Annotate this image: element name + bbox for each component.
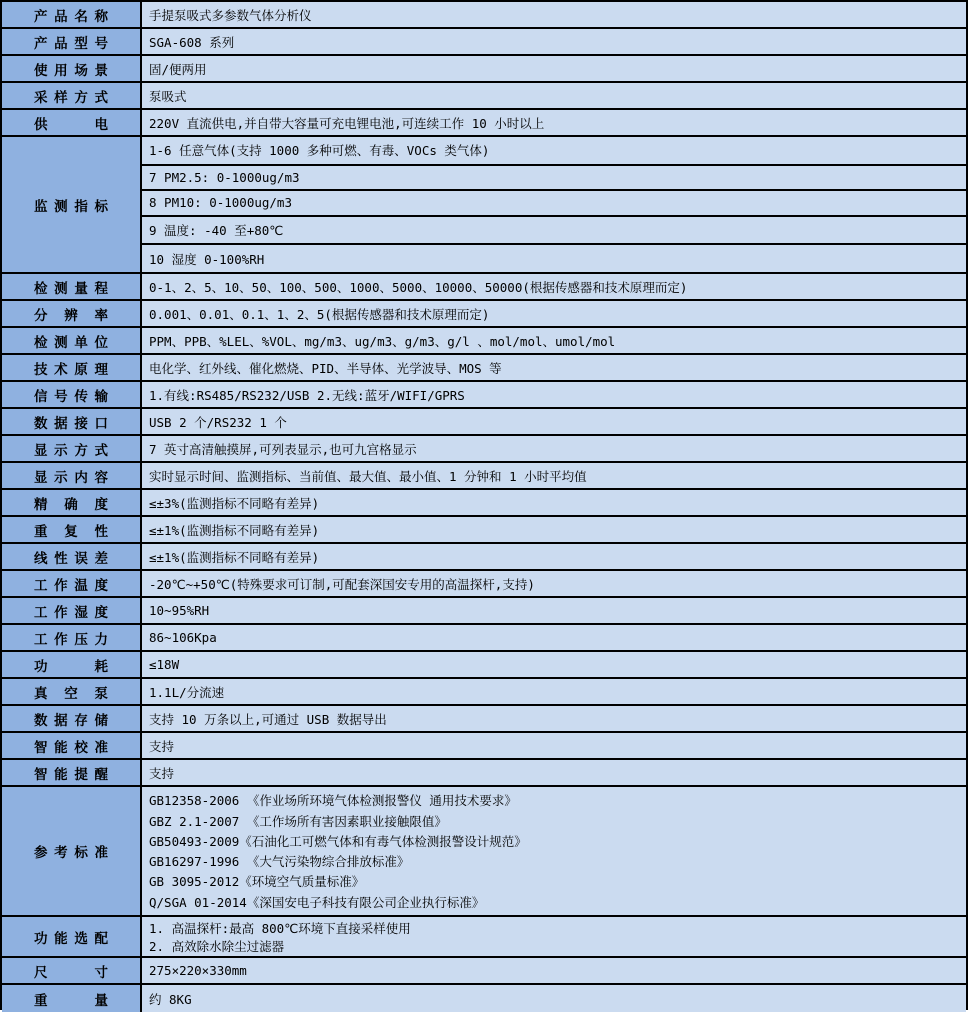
row-power-supply — [2, 110, 966, 137]
spec-label: 分辨率 — [34, 307, 108, 324]
spec-label-cell — [2, 787, 142, 915]
row-vacuum-pump — [2, 679, 966, 706]
spec-value: ≤18W — [142, 652, 966, 677]
row-power-consumption — [2, 652, 966, 679]
reference-standard-list — [142, 787, 966, 915]
spec-label-cell — [2, 733, 142, 758]
spec-label-cell — [2, 137, 142, 272]
spec-value: 手提泵吸式多参数气体分析仪 — [142, 2, 966, 27]
row-data-interface — [2, 409, 966, 436]
row-detection-unit — [2, 328, 966, 355]
spec-value: 支持 — [142, 760, 966, 785]
spec-label: 工作温度 — [34, 577, 108, 594]
spec-label-cell — [2, 463, 142, 488]
spec-label: 尺寸 — [34, 964, 108, 981]
spec-label-cell — [2, 56, 142, 81]
reference-standard-item: GB16297-1996 《大气污染物综合排放标准》 — [149, 854, 410, 870]
spec-label: 真空泵 — [34, 685, 108, 702]
spec-label-cell — [2, 598, 142, 623]
spec-label-cell — [2, 328, 142, 353]
reference-standard-item: Q/SGA 01-2014《深国安电子科技有限公司企业执行标准》 — [149, 894, 485, 910]
spec-value: ≤±1%(监测指标不同略有差异) — [142, 544, 966, 569]
spec-label-cell — [2, 760, 142, 785]
spec-value: 0.001、0.01、0.1、1、2、5(根据传感器和技术原理而定) — [142, 301, 966, 326]
reference-standard-item: GBZ 2.1-2007 《工作场所有害因素职业接触限值》 — [149, 813, 447, 829]
reference-standard-item: GB12358-2006 《作业场所环境气体检测报警仪 通用技术要求》 — [149, 793, 517, 809]
spec-label: 产品型号 — [34, 35, 108, 52]
row-repeatability — [2, 517, 966, 544]
spec-label-cell — [2, 110, 142, 135]
spec-value: 电化学、红外线、催化燃烧、PID、半导体、光学波导、MOS 等 — [142, 355, 966, 380]
row-product-model — [2, 29, 966, 56]
spec-value: 1.1L/分流速 — [142, 679, 966, 704]
spec-label: 技术原理 — [34, 361, 108, 378]
row-working-pressure — [2, 625, 966, 652]
spec-label-cell — [2, 409, 142, 434]
spec-label: 产品名称 — [34, 8, 108, 25]
row-sampling-method — [2, 83, 966, 110]
spec-label: 供电 — [34, 116, 108, 133]
spec-label: 检测单位 — [34, 334, 108, 351]
spec-value: 约 8KG — [142, 985, 966, 1012]
optional-feature-item: 2. 高效除水除尘过滤器 — [149, 939, 285, 954]
row-monitoring-indicators — [2, 137, 966, 274]
row-display-content — [2, 463, 966, 490]
spec-label-cell — [2, 274, 142, 299]
row-signal-transmission — [2, 382, 966, 409]
row-linearity-error — [2, 544, 966, 571]
spec-label: 使用场景 — [34, 62, 108, 79]
row-usage-scenario — [2, 56, 966, 83]
row-resolution — [2, 301, 966, 328]
spec-value: -20℃~+50℃(特殊要求可订制,可配套深国安专用的高温探杆,支持) — [142, 571, 966, 596]
spec-label-cell — [2, 958, 142, 983]
optional-feature-item: 1. 高温探杆:最高 800℃环境下直接采样使用 — [149, 921, 411, 936]
spec-label: 监测指标 — [34, 198, 108, 215]
row-working-humidity — [2, 598, 966, 625]
monitoring-indicator-item: 8 PM10: 0-1000ug/m3 — [142, 191, 966, 217]
spec-label: 智能校准 — [34, 739, 108, 756]
spec-label: 智能提醒 — [34, 766, 108, 783]
spec-value: ≤±3%(监测指标不同略有差异) — [142, 490, 966, 515]
spec-label: 显示内容 — [34, 469, 108, 486]
spec-label-cell — [2, 706, 142, 731]
spec-value: 固/便两用 — [142, 56, 966, 81]
spec-label-cell — [2, 83, 142, 108]
spec-label: 重复性 — [34, 523, 108, 540]
monitoring-indicator-list — [142, 137, 966, 272]
spec-label-cell — [2, 985, 142, 1012]
spec-label: 线性误差 — [34, 550, 108, 567]
spec-label-cell — [2, 301, 142, 326]
reference-standard-item: GB50493-2009《石油化工可燃气体和有毒气体检测报警设计规范》 — [149, 833, 527, 849]
row-dimensions — [2, 958, 966, 985]
row-weight — [2, 985, 966, 1012]
spec-label-cell — [2, 436, 142, 461]
monitoring-indicator-item: 9 温度: -40 至+80℃ — [142, 217, 966, 246]
spec-label-cell — [2, 355, 142, 380]
spec-label-cell — [2, 544, 142, 569]
spec-label: 检测量程 — [34, 280, 108, 297]
spec-label: 参考标准 — [34, 845, 108, 861]
row-display-mode — [2, 436, 966, 463]
row-data-storage — [2, 706, 966, 733]
spec-value: 86~106Kpa — [142, 625, 966, 650]
spec-value: 实时显示时间、监测指标、当前值、最大值、最小值、1 分钟和 1 小时平均值 — [142, 463, 966, 488]
spec-label-cell — [2, 490, 142, 515]
spec-label: 采样方式 — [34, 89, 108, 106]
spec-label: 工作湿度 — [34, 604, 108, 621]
row-accuracy — [2, 490, 966, 517]
spec-label: 数据存储 — [34, 712, 108, 729]
spec-value: USB 2 个/RS232 1 个 — [142, 409, 966, 434]
row-working-temperature — [2, 571, 966, 598]
row-smart-calibration — [2, 733, 966, 760]
spec-value: 220V 直流供电,并自带大容量可充电锂电池,可连续工作 10 小时以上 — [142, 110, 966, 135]
spec-label-cell — [2, 517, 142, 542]
optional-feature-list — [142, 917, 966, 956]
spec-label: 信号传输 — [34, 388, 108, 405]
spec-label-cell — [2, 2, 142, 27]
spec-label-cell — [2, 679, 142, 704]
row-smart-reminder — [2, 760, 966, 787]
spec-label: 功耗 — [34, 658, 108, 675]
spec-label: 工作压力 — [34, 631, 108, 648]
spec-value: 7 英寸高清触摸屏,可列表显示,也可九宫格显示 — [142, 436, 966, 461]
spec-label-cell — [2, 382, 142, 407]
spec-label-cell — [2, 571, 142, 596]
spec-value: SGA-608 系列 — [142, 29, 966, 54]
spec-value: 0-1、2、5、10、50、100、500、1000、5000、10000、50000(根据传感器和技术原理而定) — [142, 274, 966, 299]
row-optional-features — [2, 917, 966, 958]
spec-value: 支持 10 万条以上,可通过 USB 数据导出 — [142, 706, 966, 731]
spec-value: 支持 — [142, 733, 966, 758]
spec-label: 数据接口 — [34, 415, 108, 432]
spec-label-cell — [2, 625, 142, 650]
spec-value: PPM、PPB、%LEL、%VOL、mg/m3、ug/m3、g/m3、g/l 、mol/mol、umol/mol — [142, 328, 966, 353]
spec-label-cell — [2, 29, 142, 54]
spec-label-cell — [2, 652, 142, 677]
spec-label: 精确度 — [34, 496, 108, 513]
monitoring-indicator-item: 7 PM2.5: 0-1000ug/m3 — [142, 166, 966, 192]
spec-label: 显示方式 — [34, 442, 108, 459]
row-detection-range — [2, 274, 966, 301]
row-reference-standards — [2, 787, 966, 917]
monitoring-indicator-item: 1-6 任意气体(支持 1000 多种可燃、有毒、VOCs 类气体) — [142, 137, 966, 166]
spec-label: 重量 — [34, 992, 108, 1009]
spec-label: 功能选配 — [34, 930, 108, 947]
reference-standard-item: GB 3095-2012《环境空气质量标准》 — [149, 874, 365, 890]
spec-label-cell — [2, 917, 142, 956]
spec-value: ≤±1%(监测指标不同略有差异) — [142, 517, 966, 542]
row-product-name — [2, 2, 966, 29]
row-technical-principle — [2, 355, 966, 382]
spec-value: 10~95%RH — [142, 598, 966, 623]
spec-value: 泵吸式 — [142, 83, 966, 108]
spec-value: 275×220×330mm — [142, 958, 966, 983]
spec-value: 1.有线:RS485/RS232/USB 2.无线:蓝牙/WIFI/GPRS — [142, 382, 966, 407]
monitoring-indicator-item: 10 湿度 0-100%RH — [142, 245, 966, 272]
